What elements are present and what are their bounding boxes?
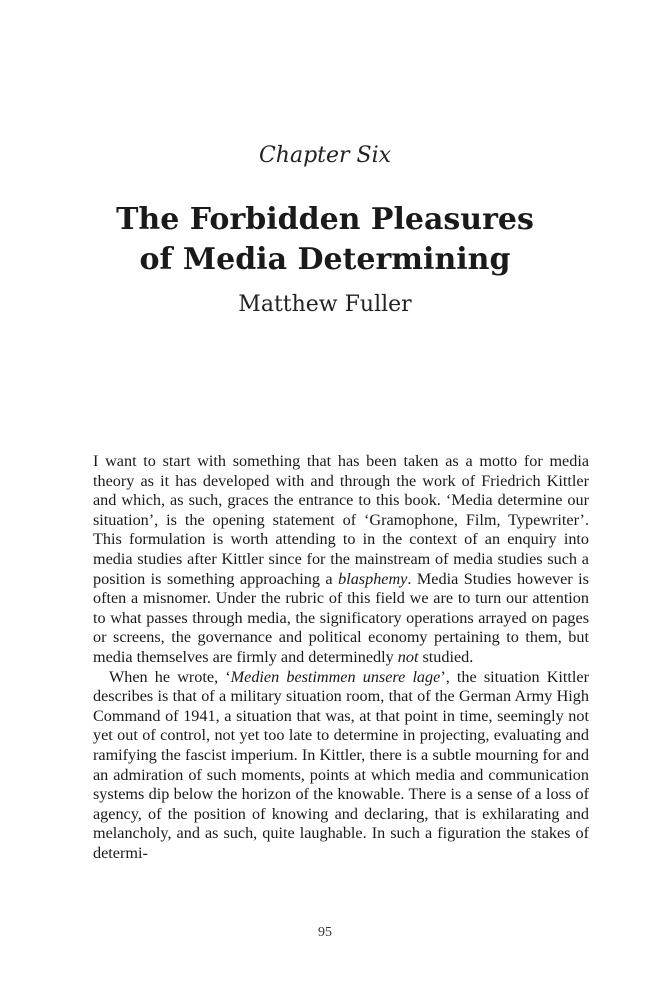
paragraph-2-text-b: ’, the situation Kittler describes is that of a military situation room, that of the German Army High Command of 1941, a situation that was, at that point in time, seemingly not yet out of control, not yet too late to determine in projecting, evaluating and ramifying the fascist imperium. In Kittler, there is a subtle mourning for and an admiration of such moments, points at which media and communication systems dip below the horizon of the knowable. There is a sense of a loss of agency, of the position of knowing and declaring, that is exhilarating and melancholy, and as such, quite laughable. In such a figuration the stakes of determi- [93, 667, 589, 862]
chapter-label: Chapter Six [258, 143, 392, 168]
paragraph-1 [93, 452, 589, 668]
paragraph-2-text-a: When he wrote, ‘ [109, 667, 231, 686]
chapter-title [0, 200, 650, 280]
author-name: Matthew Fuller [238, 292, 412, 317]
paragraph-1-text-c: studied. [418, 647, 474, 666]
page-number: 95 [318, 925, 332, 940]
paragraph-1-emphasis-a: blasphemy [338, 569, 408, 588]
paragraph-2 [93, 668, 589, 864]
paragraph-1-emphasis-b: not [397, 647, 419, 666]
paragraph-1-text-a: I want to start with something that has been taken as a motto for media theory as it has developed with and through the work of Friedrich Kittler and which, as such, graces the entrance to this book. ‘Media determine our situation’, is the opening statement of ‘Gramophone, Film, Typewriter’. This formulation is worth attending to in the context of an enquiry into media studies after Kittler since for the mainstream of media studies such a position is something approaching a [93, 452, 589, 588]
body-text [93, 452, 589, 863]
chapter-title-line-1: The Forbidden Pleasures [116, 202, 534, 237]
chapter-title-line-2: of Media Determining [139, 242, 511, 277]
paragraph-2-emphasis-a: Medien bestimmen unsere lage [230, 667, 441, 686]
paragraph-1-text-b: . Media Studies however is often a misnomer. Under the rubric of this field we are to turn our attention to what passes through media, the significatory operations arrayed on pages or screens, the governance and political economy pertaining to them, but media themselves are firmly and determinedly [93, 569, 589, 666]
